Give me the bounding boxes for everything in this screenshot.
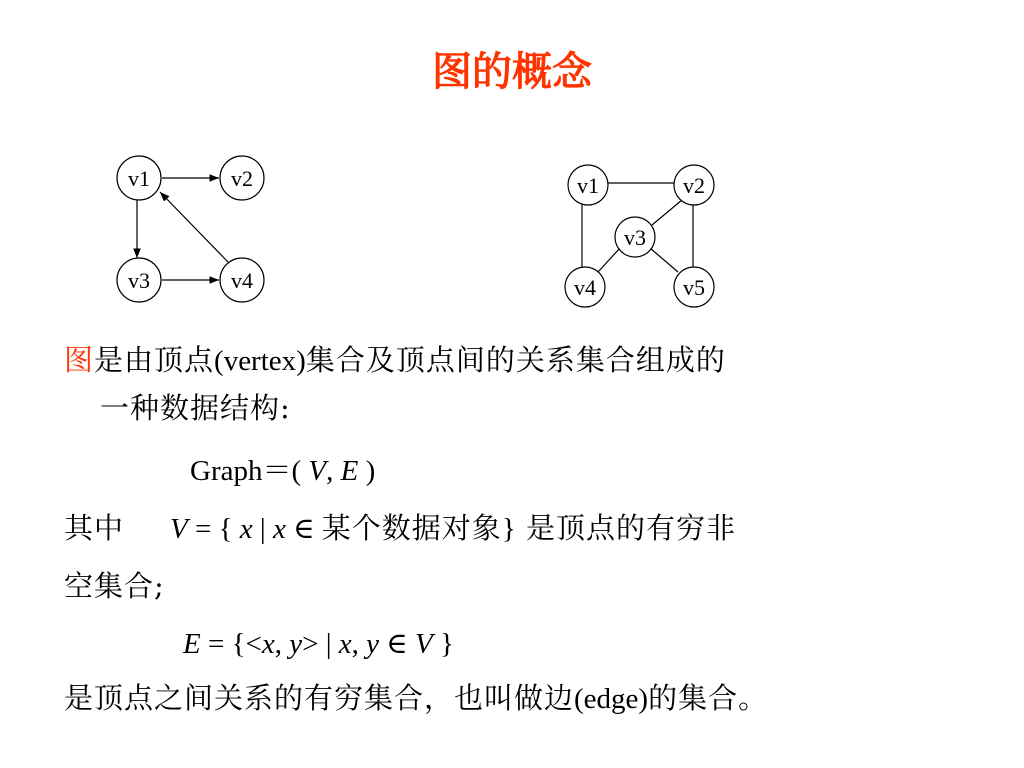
vertex-set-line: 其中 V = { x | x ∈ 某个数据对象} 是顶点的有穷非 — [64, 511, 736, 545]
svg-text:v3: v3 — [128, 268, 150, 293]
svg-text:v1: v1 — [577, 173, 599, 198]
definition-line-1: 图是由顶点(vertex)集合及顶点间的关系集合组成的 — [64, 343, 726, 377]
node-v3 — [117, 258, 161, 302]
edge-set-description: 是顶点之间关系的有穷集合，也叫做边(edge)的集合。 — [64, 681, 769, 715]
definition-keyword: 图 — [64, 343, 95, 377]
edge-v3-v4 — [598, 248, 620, 272]
node-v4 — [565, 267, 605, 307]
edge-v4-v1 — [160, 192, 228, 262]
node-v4 — [220, 258, 264, 302]
undirected-graph — [565, 165, 714, 307]
page-title: 图的概念 — [432, 48, 592, 95]
edge-v3-v5 — [650, 248, 678, 272]
svg-text:v2: v2 — [231, 166, 253, 191]
directed-graph — [117, 156, 264, 302]
node-v5 — [674, 267, 714, 307]
svg-text:v4: v4 — [231, 268, 253, 293]
svg-text:v1: v1 — [128, 166, 150, 191]
node-v1 — [568, 165, 608, 205]
svg-text:v3: v3 — [624, 225, 646, 250]
node-v1 — [117, 156, 161, 200]
graph-formula: Graph＝( V, E ) — [190, 455, 376, 487]
node-v2 — [220, 156, 264, 200]
svg-text:v5: v5 — [683, 275, 705, 300]
definition-line-2: 一种数据结构: — [100, 391, 291, 425]
node-v2 — [674, 165, 714, 205]
svg-text:v4: v4 — [574, 275, 596, 300]
edge-v2-v3 — [652, 200, 682, 225]
vertex-set-line-2: 空集合; — [64, 569, 165, 603]
graph-figures — [0, 0, 1024, 330]
node-v3 — [615, 217, 655, 257]
svg-text:v2: v2 — [683, 173, 705, 198]
edge-set-formula: E = {<x, y> | x, y ∈ V } — [183, 628, 454, 660]
